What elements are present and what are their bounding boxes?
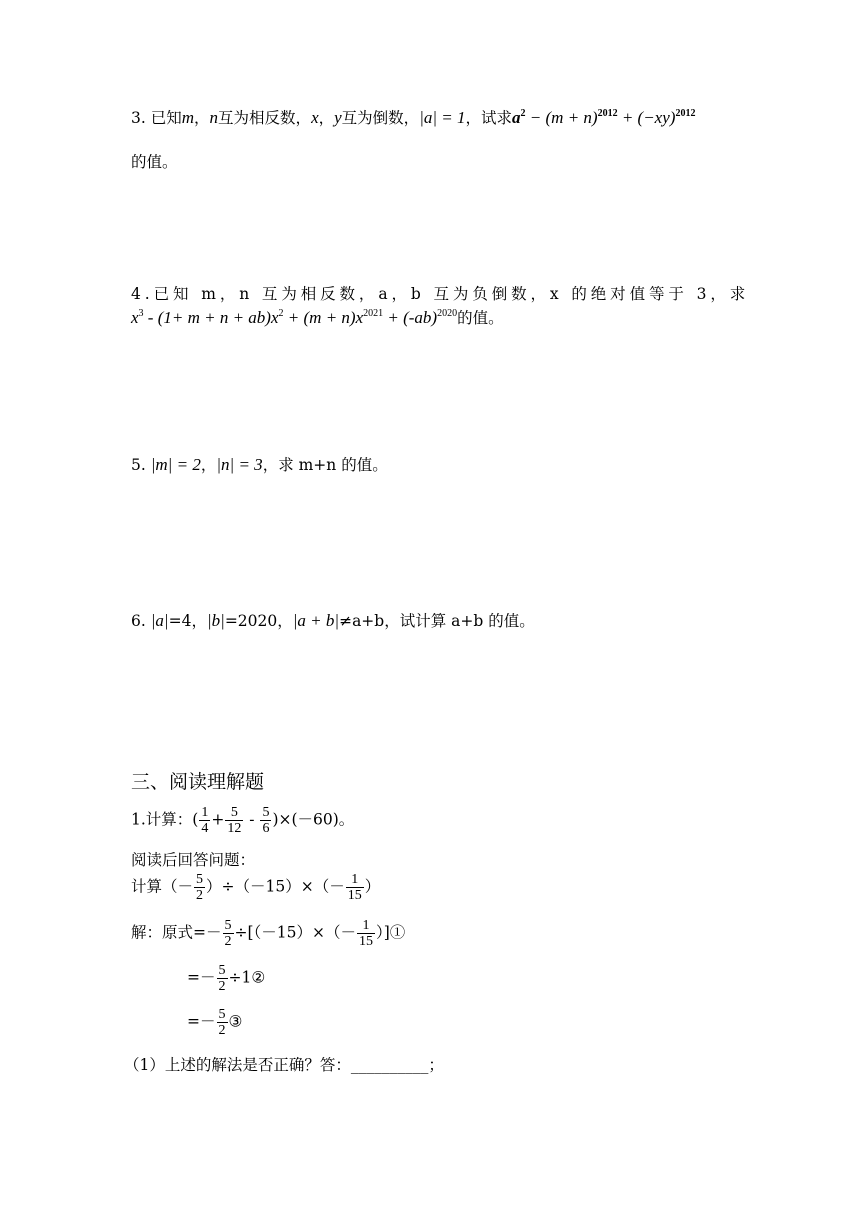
read-prompt: 阅读后回答问题： [131,851,256,869]
q3-text: 互为倒数， [341,109,420,127]
question-4-line-2 [131,306,504,328]
fraction: $\frac{5}{2}$ [196,872,204,903]
q3-text: ，试求 [465,109,513,127]
q5-abs-n: |n| = 3 [216,455,263,474]
q6-text: =2020， [224,612,293,630]
calc-expression [131,872,380,903]
calc-prefix: 计算（－ [131,877,194,896]
question-4-line-1: 4.已知 m，n 互为相反数，a，b 互为负倒数，x 的绝对值等于 3，求 [131,285,750,303]
fraction: $\frac{5}{6}$ [262,805,270,836]
fraction: $\frac{5}{2}$ [218,963,226,994]
sol-prefix: 解：原式=－ [131,923,222,942]
question-6 [131,609,535,631]
q6-abs-a-plus-b: |a + b| [292,611,340,630]
q6-abs-b: |b| [206,611,225,630]
q3-var-y: y [334,108,342,127]
fraction: $\frac{5}{2}$ [224,918,232,949]
question-3-line-2: 的值。 [131,153,178,171]
sol-suffix: ）]① [376,923,406,942]
fraction: $\frac{5}{12}$ [227,805,242,836]
q6-tail: ≠a+b，试计算 a+b 的值。 [339,612,535,630]
question-5 [131,453,388,475]
q3-var-n: n [209,108,219,127]
q6-abs-a: |a| [150,611,169,630]
q3-expression: $a^2 - (m + n)^{2012} + (-xy)^{2012}$ [512,108,696,127]
q3-comma: ， [318,109,335,127]
step3-suffix: ③ [228,1012,243,1031]
step2-prefix: =－ [187,968,216,987]
r1-plus: + [211,810,225,829]
step3-prefix: =－ [187,1012,216,1031]
q4-tail: 的值。 [457,309,504,327]
r1-suffix: )×(－60)。 [272,810,355,829]
calc-mid: ）÷（－15）×（－ [206,877,345,896]
reading-problem-1 [131,805,354,836]
r1-minus: - [244,810,260,829]
fraction: $\frac{5}{2}$ [218,1007,226,1038]
q3-number: 3. [131,109,146,127]
q3-text: 已知 [150,109,182,127]
question-3-line-1 [131,106,695,128]
q4-expression: $x^3 - (1+ m + n + ab)x^2 + (m + n)x^{2021} + (-ab)^{2020}$ [131,308,458,327]
answer-blank: __________ [350,1056,429,1074]
fraction: $\frac{1}{4}$ [201,805,209,836]
q6-text: =4， [168,612,207,630]
q3-var-m: m [181,108,195,127]
solution-line-2 [187,963,265,994]
sub-question-1 [124,1053,444,1075]
sub-question-1-end: ； [428,1056,444,1074]
solution-line-3 [187,1007,242,1038]
r1-prefix: 1.计算：( [131,810,199,829]
q5-number: 5. [131,456,146,474]
q3-comma: ， [194,109,210,127]
step2-suffix: ÷1② [228,968,266,987]
q3-abs-a: |a| = 1 [419,108,466,127]
q5-abs-m: |m| = 2 [150,455,201,474]
sub-question-1-text: （1）上述的解法是否正确？答： [124,1056,351,1074]
q5-tail: ，求 m+n 的值。 [262,456,388,474]
q3-text: 互为相反数， [218,109,312,127]
q6-number: 6. [131,612,146,630]
section-heading: 三、阅读理解题 [131,771,265,793]
fraction: $\frac{1}{15}$ [347,872,362,903]
calc-suffix: ） [364,877,381,896]
sol-mid: ÷[（－15）×（－ [234,923,356,942]
solution-line-1 [131,918,405,949]
q5-sep: ， [200,456,217,474]
fraction: $\frac{1}{15}$ [359,918,373,949]
q3-var-x: x [311,108,319,127]
